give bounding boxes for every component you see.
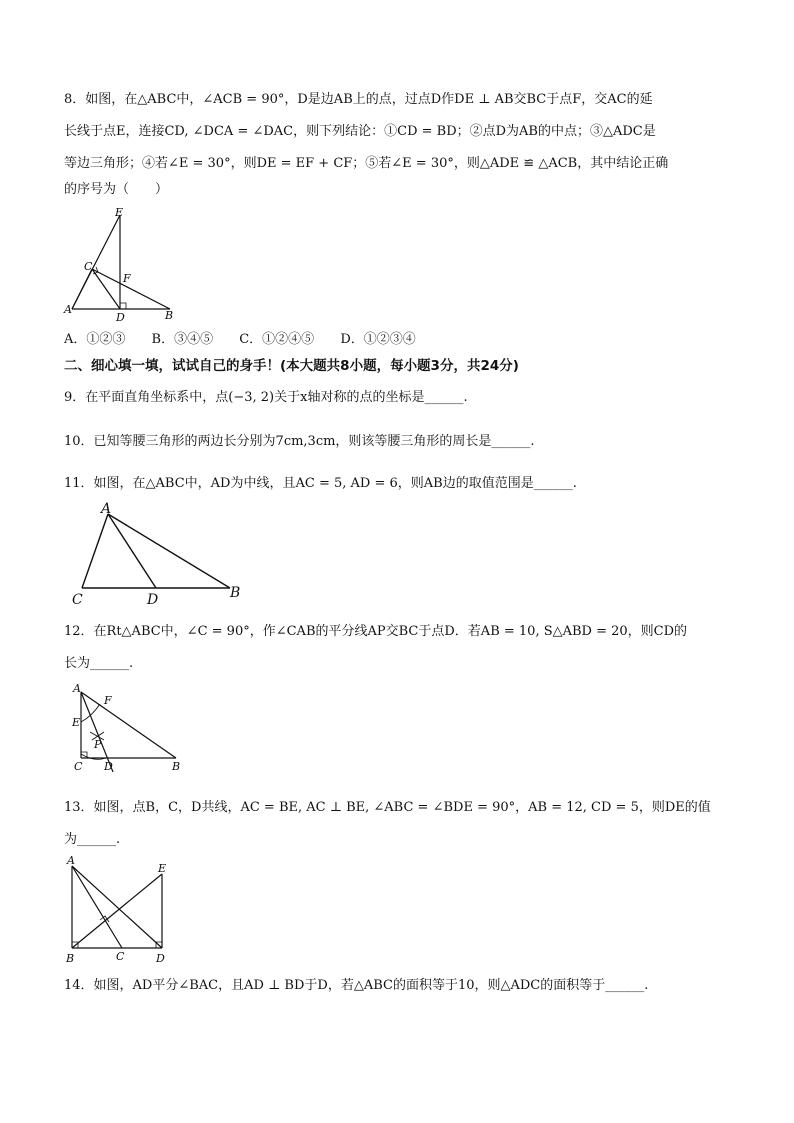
q13-label-a: A [67, 854, 75, 867]
q8-option-c[interactable]: C．①②④⑤ [239, 332, 315, 347]
q8-label-b: B [165, 309, 174, 322]
q8-options [64, 330, 438, 350]
q12-label-e: E [72, 716, 81, 729]
q12-label-c: C [74, 760, 83, 773]
q11-label-d: D [147, 592, 159, 608]
q11-label-b: B [230, 585, 241, 601]
q10-text: 10．已知等腰三角形的两边长分别为7cm,3cm，则该等腰三角形的周长是______. [64, 434, 535, 449]
q12-line-2: 长为______. [64, 656, 134, 671]
q12-label-d: D [104, 760, 113, 773]
q12-label-p: P [94, 738, 102, 751]
q8-figure [62, 205, 182, 325]
q8-label-d: D [116, 311, 125, 324]
q12-figure [68, 682, 188, 777]
q8-label-a: A [64, 303, 72, 316]
q8-label-e: E [115, 206, 124, 219]
q13-label-b: B [66, 952, 75, 965]
q13-label-d: D [156, 952, 165, 965]
q8-option-b[interactable]: B．③④⑤ [151, 332, 214, 347]
q11-figure [68, 500, 248, 610]
q12-label-f: F [104, 694, 112, 707]
q13-line-2: 为______. [64, 832, 121, 847]
q8-option-d[interactable]: D．①②③④ [340, 332, 416, 347]
section-2-title: 二、细心填一填，试试自己的身手！(本大题共8小题，每小题3分，共24分) [64, 358, 519, 374]
q13-label-c: C [116, 950, 125, 963]
q8-label-f: F [123, 272, 131, 285]
q8-label-c: C [84, 260, 93, 273]
q12-label-a: A [73, 682, 81, 695]
q14-text: 14．如图，AD平分∠BAC，且AD ⊥ BD于D，若△ABC的面积等于10，则△ADC的面积等于______. [64, 978, 649, 993]
q8-option-a[interactable]: A．①②③ [64, 332, 126, 347]
q11-text: 11．如图，在△ABC中，AD为中线，且AC = 5, AD = 6，则AB边的取值范围是______. [64, 476, 577, 491]
q12-label-b: B [172, 760, 181, 773]
q9-text: 9．在平面直角坐标系中，点(−3, 2)关于x轴对称的点的坐标是______. [64, 390, 468, 405]
q13-line-1: 13．如图，点B，C，D共线，AC = BE, AC ⊥ BE, ∠ABC = ∠BDE = 90°，AB = 12, CD = 5，则DE的值 [64, 800, 711, 815]
q13-label-e: E [158, 862, 167, 875]
q8-line-3: 等边三角形；④若∠E = 30°，则DE = EF + CF；⑤若∠E = 30°，则△ADE ≌ △ACB，其中结论正确 [64, 156, 669, 171]
q8-line-4: 的序号为（ ） [64, 182, 169, 197]
q11-label-a: A [101, 501, 112, 517]
q8-line-1: 8．如图，在△ABC中，∠ACB = 90°，D是边AB上的点，过点D作DE ⊥ AB交BC于点F，交AC的延 [64, 92, 653, 107]
q11-label-c: C [72, 592, 83, 608]
q8-line-2: 长线于点E，连接CD, ∠DCA = ∠DAC，则下列结论：①CD = BD；②点D为AB的中点；③△ADC是 [64, 124, 656, 139]
q13-figure [64, 852, 184, 967]
q12-line-1: 12．在Rt△ABC中，∠C = 90°，作∠CAB的平分线AP交BC于点D．若AB = 10, S△ABD = 20，则CD的 [64, 624, 688, 639]
